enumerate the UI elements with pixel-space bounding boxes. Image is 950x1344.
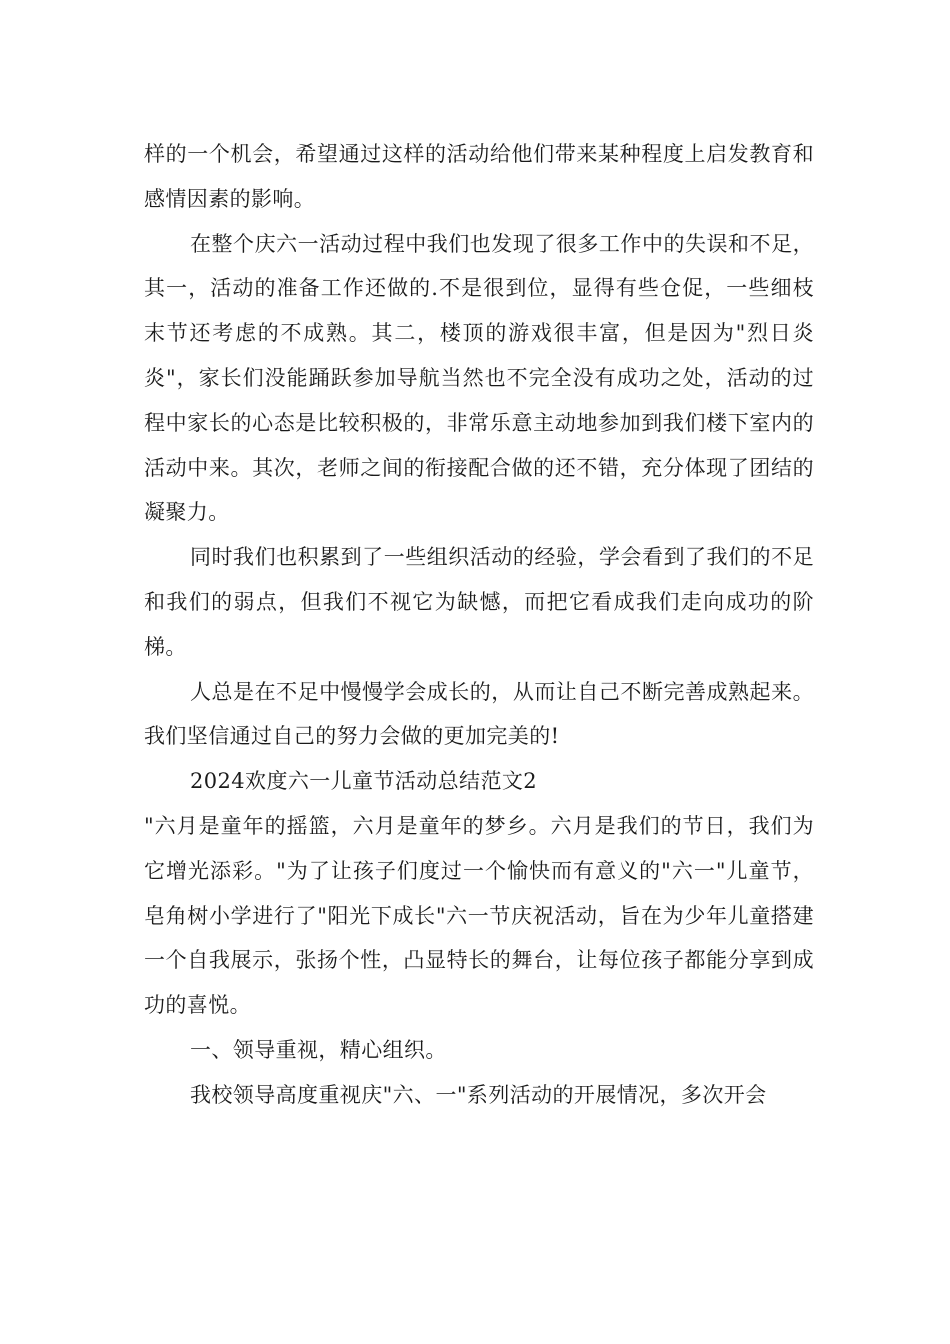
paragraph-leadership: 我校领导高度重视庆"六、一"系列活动的开展情况，多次开会: [190, 1082, 767, 1107]
subheading-leadership: 一、领导重视，精心组织。: [190, 1037, 447, 1062]
paragraph-experience: 同时我们也积累到了一些组织活动的经验，学会看到了我们的不足和我们的弱点，但我们不视它为缺憾，而把它看成我们走向成功的阶梯。: [144, 545, 814, 659]
paragraph-june-intro: "六月是童年的摇篮，六月是童年的梦乡。六月是我们的节日，我们为它增光添彩。"为了让孩子们度过一个愉快而有意义的"六一"儿童节，皂角树小学进行了"阳光下成长"六一节庆祝活动，旨在为少年儿童搭建一个自我展示，张扬个性，凸显特长的舞台，让每位孩子都能分享到成功的喜悦。: [144, 813, 814, 1018]
document-body: [144, 132, 814, 1118]
paragraph-growth: 人总是在不足中慢慢学会成长的，从而让自己不断完善成熟起来。我们坚信通过自己的努力会做的更加完美的!: [144, 679, 814, 749]
paragraph-shortcomings: 在整个庆六一活动过程中我们也发现了很多工作中的失误和不足，其一，活动的准备工作还做的.不是很到位，显得有些仓促，一些细枝末节还考虑的不成熟。其二，楼顶的游戏很丰富，但是因为"烈日炎炎"，家长们没能踊跃参加导航当然也不完全没有成功之处，活动的过程中家长的心态是比较积极的，非常乐意主动地参加到我们楼下室内的活动中来。其次，老师之间的衔接配合做的还不错，充分体现了团结的凝聚力。: [144, 231, 814, 525]
section-title: 2024欢度六一儿童节活动总结范文2: [190, 769, 538, 794]
paragraph-continuation: 样的一个机会，希望通过这样的活动给他们带来某种程度上启发教育和感情因素的影响。: [144, 142, 814, 211]
